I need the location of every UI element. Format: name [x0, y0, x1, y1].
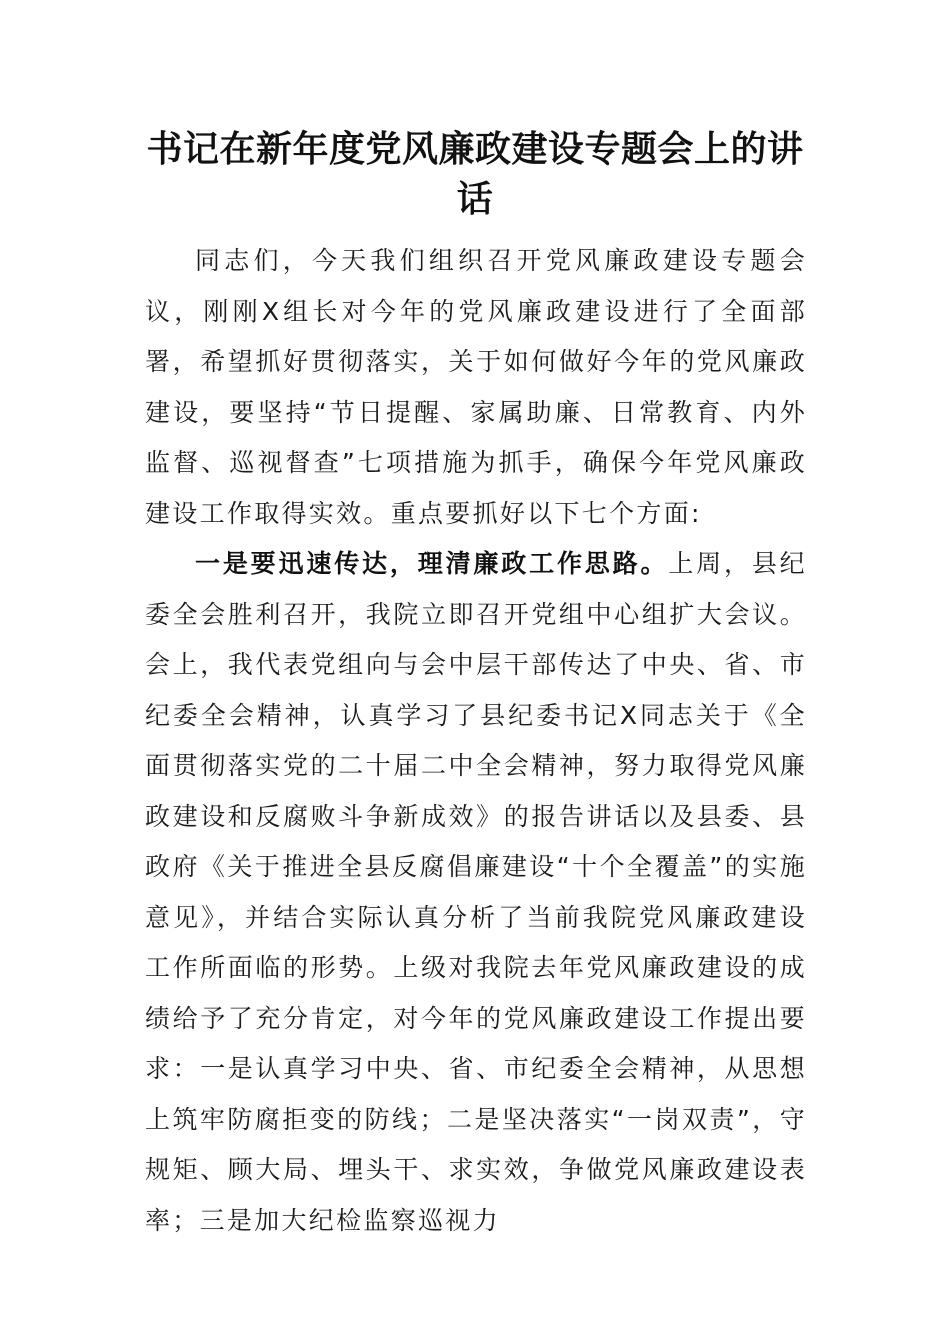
paragraph-text: 同志们，今天我们组织召开党风廉政建设专题会议，刚刚X组长对今年的党风廉政建设进行了全面部署，希望抓好贯彻落实，关于如何做好今年的党风廉政建设，要坚持“节日提醒、家属助廉、日常教育、内外监督、巡视督查”七项措施为抓手，确保今年党风廉政建设工作取得实效。重点要抓好以下七个方面: [145, 246, 807, 528]
paragraph-text: 上周，县纪委全会胜利召开，我院立即召开党组中心组扩大会议。会上，我代表党组向与会中层干部传达了中央、省、市纪委全会精神，认真学习了县纪委书记X同志关于《全面贯彻落实党的二十届二中全会精神，努力取得党风廉政建设和反腐败斗争新成效》的报告讲话以及县委、县政府《关于推进全县反腐倡廉建设“十个全覆盖”的实施意见》，并结合实际认真分析了当前我院党风廉政建设工作所面临的形势。上级对我院去年党风廉政建设的成绩给予了充分肯定，对今年的党风廉政建设工作提出要求：一是认真学习中央、省、市纪委全会精神，从思想上筑牢防腐拒变的防线；二是坚决落实“一岗双责”，守规矩、顾大局、埋头干、求实效，争做党风廉政建设表率；三是加大纪检监察巡视力 [145, 549, 807, 1235]
paragraph-lead: 一是要迅速传达，理清廉政工作思路。 [195, 549, 669, 578]
document-title: 书记在新年度党风廉政建设专题会上的讲话 [146, 128, 804, 220]
paragraph-point-one [145, 539, 807, 1246]
document-body [145, 236, 807, 1246]
paragraph-intro [145, 236, 807, 539]
